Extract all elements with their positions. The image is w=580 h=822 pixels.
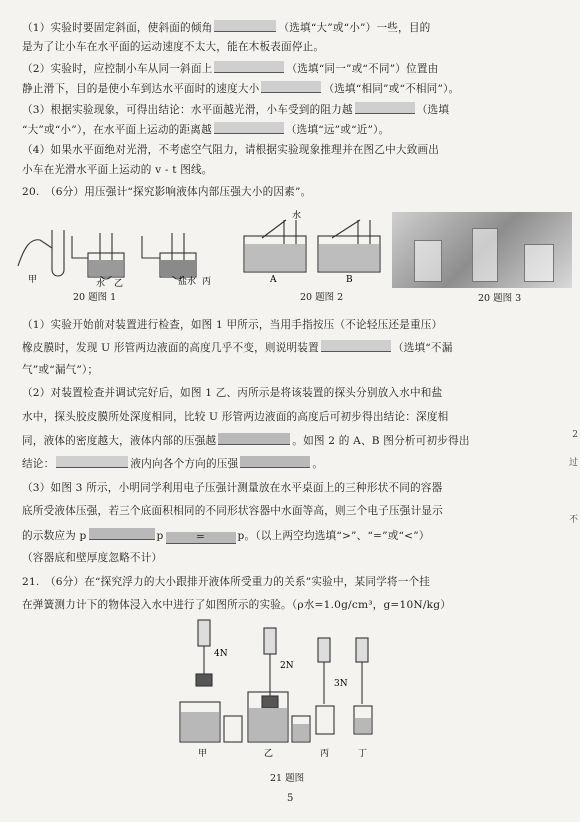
edge-fragment: 过 [568, 458, 578, 468]
figure-20-1 [10, 208, 235, 288]
water-fill [89, 260, 123, 276]
line-text: p [237, 530, 245, 542]
text-line [22, 433, 470, 448]
line-text: 橡皮膜时，发现 U 形管两边液面的高度几乎不变，则说明装置 [22, 342, 319, 354]
line-text: 在弹簧测力计下的物体浸入水中进行了如图所示的实验。（ρ水=1.0g/cm³，g=10N/kg） [22, 599, 452, 611]
answer-blank[interactable] [214, 61, 284, 73]
fig20-1-caption: 20 题图 1 [73, 292, 117, 303]
water-fill [319, 244, 379, 271]
container [524, 244, 554, 282]
line-text: 的示数应为 p [22, 530, 87, 542]
page-number: 5 [287, 793, 294, 804]
edge-fragment: 不 [568, 515, 578, 525]
label-bing: 丙 [320, 749, 330, 759]
answer-blank[interactable] [56, 456, 128, 468]
text-line [22, 481, 442, 495]
answer-blank-equals[interactable]: = [166, 532, 236, 544]
container [414, 240, 442, 282]
water-fill [181, 712, 219, 741]
line-text: 水中，探头胶皮膜所处深度相同，比较 U 形管两边液面的高度后可初步得出结论：深度相 [22, 411, 449, 423]
line-text: （3）如图 3 所示，小明同学利用电子压强计测量放在水平桌面上的三种形状不同的容器 [22, 482, 443, 494]
fig21-caption: 21 题图 [270, 773, 305, 784]
label-ding: 丁 [358, 749, 368, 759]
label-water: 水 [292, 211, 302, 221]
line-text: 20. （6分）用压强计“探究影响液体内部压强大小的因素”。 [22, 186, 312, 198]
text-line [22, 598, 451, 612]
line-text: （4）如果水平面绝对光滑，不考虑空气阻力，请根据实验现象推理并在图乙中大致画出 [22, 144, 440, 156]
text-line [22, 363, 98, 377]
line-text: （容器底和壁厚度忽略不计） [22, 552, 163, 564]
line-text: 。如图 2 的 A、B 图分析可初步得出 [292, 435, 470, 447]
reading-bing: 3N [334, 679, 348, 689]
line-text: 气”或“漏气”）； [22, 364, 99, 376]
line-text: 液内向各个方向的压强 [130, 458, 239, 470]
label-yi: 乙 [114, 279, 124, 288]
label-A: A [270, 275, 277, 285]
line-text: （2）对装置检查并调试完好后，如图 1 乙、丙所示是将该装置的探头分别放入水中和盐 [22, 387, 443, 399]
answer-blank[interactable] [261, 81, 321, 93]
answer-blank[interactable] [214, 122, 284, 134]
text-line [22, 163, 213, 177]
line-text: 结论： [22, 458, 55, 470]
water-fill [293, 724, 309, 741]
text-line [22, 20, 430, 35]
text-line [22, 102, 449, 117]
line-text: “大”或“小”），在水平面上运动的距离越 [22, 124, 212, 136]
reading-jia: 4N [214, 649, 228, 659]
text-line [22, 456, 323, 471]
text-line [22, 551, 162, 565]
line-text: p [156, 530, 164, 542]
line-text: （选填 [416, 104, 450, 116]
label-B: B [346, 275, 353, 285]
question-20-title [22, 185, 311, 199]
label-jia: 甲 [28, 275, 38, 285]
answer-blank[interactable] [218, 433, 290, 445]
line-text: 底所受液体压强，若三个底面积相同的不同形状容器中水面等高，则三个电子压强计显示 [22, 505, 443, 517]
saltwater-fill [161, 260, 195, 276]
line-text: 21. （6分）在“探究浮力的大小跟排开液体所受重力的关系”实验中，某同学将一个挂 [22, 576, 431, 588]
text-line [22, 61, 438, 76]
line-text: （选填“远”或“近”）。 [285, 124, 390, 136]
line-text: （选填“不漏 [392, 342, 453, 354]
label-yi: 乙 [264, 749, 274, 759]
edge-fragment: 2 [572, 430, 578, 440]
line-text: （3）根据实验现象，可得出结论：水平面越光滑，小车受到的阻力越 [22, 104, 353, 116]
text-line [22, 143, 439, 157]
text-line [22, 122, 389, 137]
line-text: （1）实验开始前对装置进行检查，如图 1 甲所示，当用手指按压（不论轻压还是重压） [22, 319, 443, 331]
text-line [22, 340, 453, 355]
text-line [22, 410, 448, 424]
answer-blank[interactable] [321, 340, 391, 352]
water-fill [245, 244, 305, 271]
label-water: 水 [96, 279, 106, 288]
text-line [22, 81, 459, 96]
fig20-2-caption: 20 题图 2 [300, 292, 344, 303]
text-line [22, 386, 442, 400]
answer-blank[interactable] [240, 456, 310, 468]
text-line [22, 318, 442, 332]
question-21-title [22, 575, 430, 589]
label-saltwater: 盐水 [178, 277, 197, 287]
reading-yi: 2N [280, 661, 294, 671]
figure-20-3-photo [392, 212, 572, 288]
line-text: 。 [312, 458, 324, 470]
figure-20-2 [240, 208, 390, 286]
answer-blank[interactable] [355, 102, 415, 114]
label-jia: 甲 [198, 749, 208, 759]
line-text: （1）实验时要固定斜面，使斜面的倾角 [22, 22, 213, 34]
container [472, 228, 498, 282]
line-text: 。（以上两空均选填“>”、“=”或“<”） [244, 530, 430, 542]
answer-blank[interactable] [214, 20, 276, 32]
figure-21 [168, 616, 398, 766]
text-line [22, 504, 443, 518]
fig20-3-caption: 20 题图 3 [478, 293, 522, 304]
line-text: 是为了让小车在水平面的运动速度不太大，能在木板表面停止。 [22, 41, 325, 53]
line-text: 静止滑下，目的是使小车到达水平面时的速度大小 [22, 83, 260, 95]
line-text: （选填“大”或“小”）一些，目的 [278, 22, 431, 34]
answer-blank[interactable] [89, 528, 155, 540]
line-text: 同，液体的密度越大，液体内部的压强越 [22, 435, 217, 447]
water-fill [249, 708, 287, 741]
line-text: （选填“同一”或“不同”）位置由 [286, 63, 439, 75]
line-text: （选填“相同”或“不相同”）。 [323, 83, 460, 95]
line-text: 小车在光滑水平面上运动的 v - t 图线。 [22, 164, 213, 176]
water-fill [355, 718, 371, 733]
line-text: （2）实验时，应控制小车从同一斜面上 [22, 63, 213, 75]
text-line [22, 40, 324, 54]
label-bing: 丙 [202, 277, 212, 287]
text-line [22, 528, 430, 544]
